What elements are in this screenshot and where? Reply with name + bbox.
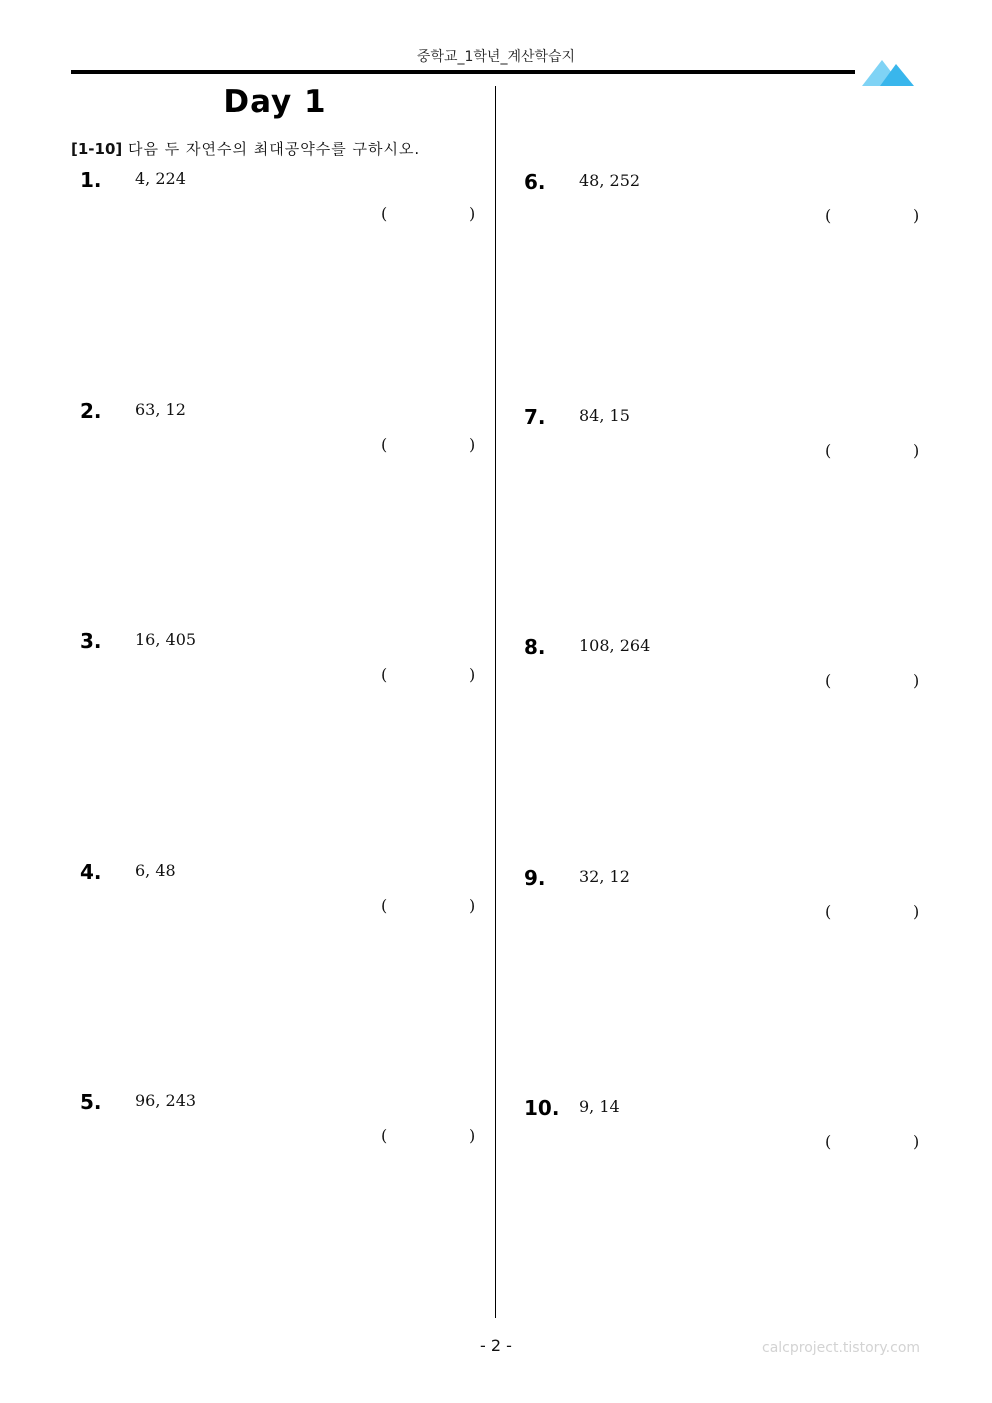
answer-paren-open: (	[381, 435, 388, 454]
answer-paren-open: (	[825, 1132, 832, 1151]
problem-number: 5.	[80, 1090, 102, 1114]
problem-number: 4.	[80, 860, 102, 884]
problem-6	[524, 170, 924, 250]
instruction-range: [1-10]	[71, 140, 123, 158]
answer-paren-open: (	[381, 204, 388, 223]
answer-paren-open: (	[825, 671, 832, 690]
problem-numbers: 4, 224	[135, 169, 186, 188]
problem-number: 8.	[524, 635, 546, 659]
problem-5	[80, 1090, 480, 1170]
answer-paren-open: (	[381, 896, 388, 915]
answer-paren-close: )	[469, 665, 476, 684]
column-divider	[495, 86, 496, 1318]
header-rule	[71, 70, 855, 74]
problem-7	[524, 405, 924, 485]
day-title: Day 1	[223, 84, 327, 120]
answer-paren-open: (	[381, 665, 388, 684]
answer-paren-open: (	[825, 902, 832, 921]
answer-paren-open: (	[825, 206, 832, 225]
problem-numbers: 48, 252	[579, 171, 641, 190]
mountain-logo	[862, 56, 914, 86]
answer-paren-close: )	[469, 204, 476, 223]
problem-numbers: 6, 48	[135, 861, 176, 880]
problem-numbers: 84, 15	[579, 406, 630, 425]
problem-number: 9.	[524, 866, 546, 890]
problem-4	[80, 860, 480, 940]
problem-number: 6.	[524, 170, 546, 194]
worksheet-header-title: 중학교_1학년_계산학습지	[416, 49, 576, 65]
problem-numbers: 96, 243	[135, 1091, 197, 1110]
answer-paren-close: )	[913, 902, 920, 921]
answer-paren-close: )	[469, 435, 476, 454]
answer-paren-close: )	[913, 671, 920, 690]
problem-numbers: 32, 12	[579, 867, 630, 886]
problem-number: 7.	[524, 405, 546, 429]
problem-numbers: 16, 405	[135, 630, 197, 649]
answer-paren-close: )	[913, 206, 920, 225]
problem-2	[80, 399, 480, 479]
problem-number: 10.	[524, 1096, 560, 1120]
answer-paren-open: (	[825, 441, 832, 460]
problem-10	[524, 1096, 924, 1176]
problem-numbers: 9, 14	[579, 1097, 620, 1116]
problem-number: 2.	[80, 399, 102, 423]
problem-number: 1.	[80, 168, 102, 192]
problem-numbers: 63, 12	[135, 400, 186, 419]
problem-8	[524, 635, 924, 715]
problem-9	[524, 866, 924, 946]
problem-1	[80, 168, 480, 248]
instruction-text: 다음 두 자연수의 최대공약수를 구하시오.	[128, 140, 421, 158]
problem-3	[80, 629, 480, 709]
instruction	[71, 138, 420, 159]
answer-paren-close: )	[913, 441, 920, 460]
answer-paren-close: )	[469, 896, 476, 915]
answer-paren-open: (	[381, 1126, 388, 1145]
problem-number: 3.	[80, 629, 102, 653]
answer-paren-close: )	[469, 1126, 476, 1145]
problem-numbers: 108, 264	[579, 636, 651, 655]
page-number: - 2 -	[480, 1336, 512, 1355]
answer-paren-close: )	[913, 1132, 920, 1151]
watermark: calcproject.tistory.com	[762, 1340, 921, 1356]
